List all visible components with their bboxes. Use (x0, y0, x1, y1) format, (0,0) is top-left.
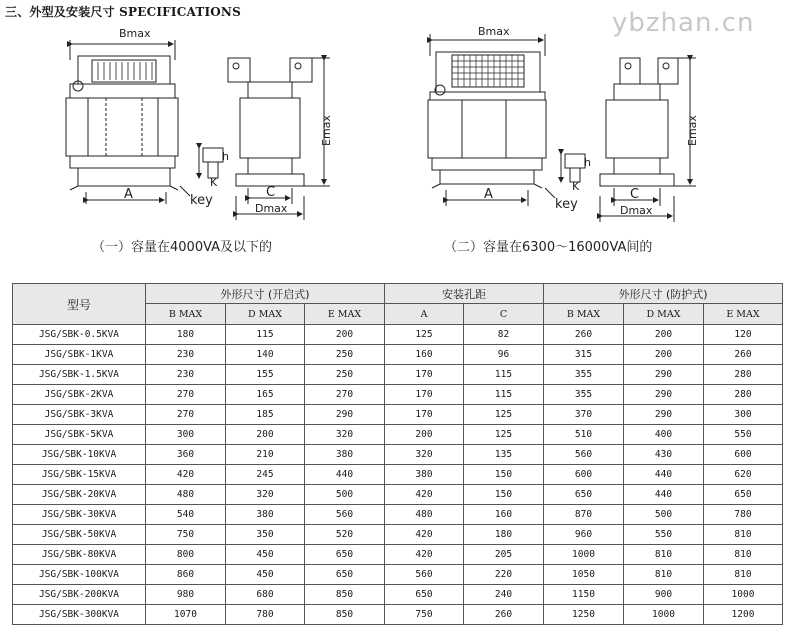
value-cell: 355 (544, 385, 624, 405)
model-cell: JSG/SBK-2KVA (13, 385, 146, 405)
value-cell: 300 (704, 405, 783, 425)
value-cell: 450 (226, 545, 305, 565)
header-group-open: 外形尺寸 (开启式) (146, 284, 385, 304)
label-a-left: A (124, 187, 133, 202)
model-cell: JSG/SBK-50KVA (13, 525, 146, 545)
value-cell: 165 (226, 385, 305, 405)
value-cell: 360 (146, 445, 226, 465)
value-cell: 220 (464, 565, 544, 585)
front-view-right (428, 34, 546, 206)
label-key-right: key (555, 197, 578, 212)
value-cell: 810 (704, 565, 783, 585)
value-cell: 210 (226, 445, 305, 465)
table-row (13, 485, 783, 505)
model-cell: JSG/SBK-20KVA (13, 485, 146, 505)
model-cell: JSG/SBK-1.5KVA (13, 365, 146, 385)
value-cell: 320 (305, 425, 385, 445)
value-cell: 270 (146, 385, 226, 405)
value-cell: 115 (226, 325, 305, 345)
subheader-cell: E MAX (305, 304, 385, 325)
subheader-cell: E MAX (704, 304, 783, 325)
value-cell: 810 (704, 525, 783, 545)
caption-right: （二）容量在6300～16000VA间的 (444, 240, 653, 255)
value-cell: 850 (305, 605, 385, 625)
value-cell: 780 (704, 505, 783, 525)
value-cell: 550 (624, 525, 704, 545)
value-cell: 170 (385, 365, 464, 385)
value-cell: 1250 (544, 605, 624, 625)
value-cell: 200 (226, 425, 305, 445)
value-cell: 560 (385, 565, 464, 585)
value-cell: 800 (146, 545, 226, 565)
label-c-left: C (266, 185, 276, 200)
table-row (13, 325, 783, 345)
value-cell: 780 (226, 605, 305, 625)
value-cell: 96 (464, 345, 544, 365)
value-cell: 560 (544, 445, 624, 465)
value-cell: 420 (385, 525, 464, 545)
label-h-left: h (222, 150, 229, 163)
value-cell: 380 (226, 505, 305, 525)
subheader-cell: B MAX (146, 304, 226, 325)
header-group-mount: 安装孔距 (385, 284, 544, 304)
model-cell: JSG/SBK-200KVA (13, 585, 146, 605)
value-cell: 290 (624, 365, 704, 385)
model-cell: JSG/SBK-1KVA (13, 345, 146, 365)
table-row (13, 525, 783, 545)
header-model: 型号 (13, 284, 146, 325)
label-dmax-left: Dmax (255, 202, 288, 215)
table-row (13, 565, 783, 585)
value-cell: 370 (544, 405, 624, 425)
value-cell: 810 (704, 545, 783, 565)
model-cell: JSG/SBK-100KVA (13, 565, 146, 585)
subheader-cell: D MAX (226, 304, 305, 325)
value-cell: 1000 (704, 585, 783, 605)
side-view-right (600, 58, 696, 222)
value-cell: 440 (305, 465, 385, 485)
value-cell: 350 (226, 525, 305, 545)
value-cell: 160 (385, 345, 464, 365)
table-row (13, 345, 783, 365)
value-cell: 1150 (544, 585, 624, 605)
front-view-left (66, 40, 178, 204)
value-cell: 980 (146, 585, 226, 605)
value-cell: 650 (385, 585, 464, 605)
label-dmax-right: Dmax (620, 204, 653, 217)
value-cell: 115 (464, 365, 544, 385)
value-cell: 230 (146, 365, 226, 385)
value-cell: 650 (305, 545, 385, 565)
value-cell: 320 (226, 485, 305, 505)
value-cell: 290 (305, 405, 385, 425)
label-h-right: h (584, 156, 591, 169)
watermark-text: ybzhan.cn (612, 8, 755, 38)
dimension-diagrams (0, 20, 790, 225)
value-cell: 450 (226, 565, 305, 585)
label-c-right: C (630, 187, 640, 202)
label-k-right: K (572, 180, 580, 193)
value-cell: 250 (305, 365, 385, 385)
value-cell: 480 (146, 485, 226, 505)
value-cell: 150 (464, 465, 544, 485)
value-cell: 155 (226, 365, 305, 385)
value-cell: 260 (704, 345, 783, 365)
value-cell: 560 (305, 505, 385, 525)
value-cell: 400 (624, 425, 704, 445)
value-cell: 120 (704, 325, 783, 345)
value-cell: 500 (624, 505, 704, 525)
value-cell: 960 (544, 525, 624, 545)
value-cell: 82 (464, 325, 544, 345)
value-cell: 440 (624, 485, 704, 505)
model-cell: JSG/SBK-3KVA (13, 405, 146, 425)
value-cell: 290 (624, 385, 704, 405)
label-emax-left: Emax (320, 115, 333, 146)
value-cell: 355 (544, 365, 624, 385)
value-cell: 520 (305, 525, 385, 545)
table-row (13, 505, 783, 525)
table-row (13, 585, 783, 605)
value-cell: 500 (305, 485, 385, 505)
value-cell: 290 (624, 405, 704, 425)
value-cell: 440 (624, 465, 704, 485)
value-cell: 180 (146, 325, 226, 345)
value-cell: 380 (385, 465, 464, 485)
value-cell: 125 (464, 425, 544, 445)
value-cell: 260 (544, 325, 624, 345)
value-cell: 170 (385, 405, 464, 425)
model-cell: JSG/SBK-300KVA (13, 605, 146, 625)
label-k-left: K (210, 176, 218, 189)
value-cell: 860 (146, 565, 226, 585)
value-cell: 430 (624, 445, 704, 465)
value-cell: 180 (464, 525, 544, 545)
value-cell: 810 (624, 565, 704, 585)
value-cell: 200 (624, 345, 704, 365)
label-emax-right: Emax (686, 115, 699, 146)
value-cell: 125 (385, 325, 464, 345)
specifications-table (12, 283, 783, 625)
value-cell: 230 (146, 345, 226, 365)
value-cell: 620 (704, 465, 783, 485)
value-cell: 870 (544, 505, 624, 525)
model-cell: JSG/SBK-30KVA (13, 505, 146, 525)
value-cell: 125 (464, 405, 544, 425)
value-cell: 1070 (146, 605, 226, 625)
value-cell: 380 (305, 445, 385, 465)
table-row (13, 405, 783, 425)
value-cell: 680 (226, 585, 305, 605)
value-cell: 135 (464, 445, 544, 465)
model-cell: JSG/SBK-15KVA (13, 465, 146, 485)
table-row (13, 365, 783, 385)
value-cell: 280 (704, 365, 783, 385)
value-cell: 200 (385, 425, 464, 445)
table-group-header-row (13, 284, 783, 304)
value-cell: 150 (464, 485, 544, 505)
table-row (13, 465, 783, 485)
label-key-left: key (190, 193, 213, 208)
value-cell: 750 (385, 605, 464, 625)
value-cell: 260 (464, 605, 544, 625)
value-cell: 245 (226, 465, 305, 485)
table-row (13, 425, 783, 445)
value-cell: 1000 (544, 545, 624, 565)
table-row (13, 605, 783, 625)
label-bmax-left: Bmax (119, 27, 151, 40)
value-cell: 185 (226, 405, 305, 425)
value-cell: 280 (704, 385, 783, 405)
table-row (13, 385, 783, 405)
value-cell: 115 (464, 385, 544, 405)
model-cell: JSG/SBK-0.5KVA (13, 325, 146, 345)
value-cell: 300 (146, 425, 226, 445)
value-cell: 850 (305, 585, 385, 605)
value-cell: 650 (704, 485, 783, 505)
subheader-cell: B MAX (544, 304, 624, 325)
value-cell: 480 (385, 505, 464, 525)
value-cell: 510 (544, 425, 624, 445)
header-group-protect: 外形尺寸 (防护式) (544, 284, 783, 304)
value-cell: 900 (624, 585, 704, 605)
value-cell: 140 (226, 345, 305, 365)
value-cell: 1050 (544, 565, 624, 585)
label-bmax-right: Bmax (478, 25, 510, 38)
subheader-cell: D MAX (624, 304, 704, 325)
value-cell: 270 (146, 405, 226, 425)
value-cell: 315 (544, 345, 624, 365)
model-cell: JSG/SBK-10KVA (13, 445, 146, 465)
value-cell: 200 (624, 325, 704, 345)
value-cell: 420 (385, 545, 464, 565)
value-cell: 750 (146, 525, 226, 545)
value-cell: 600 (704, 445, 783, 465)
table-row (13, 445, 783, 465)
value-cell: 1000 (624, 605, 704, 625)
value-cell: 170 (385, 385, 464, 405)
label-a-right: A (484, 187, 493, 202)
value-cell: 240 (464, 585, 544, 605)
value-cell: 650 (305, 565, 385, 585)
subheader-cell: C (464, 304, 544, 325)
model-cell: JSG/SBK-80KVA (13, 545, 146, 565)
model-cell: JSG/SBK-5KVA (13, 425, 146, 445)
value-cell: 1200 (704, 605, 783, 625)
value-cell: 205 (464, 545, 544, 565)
value-cell: 420 (146, 465, 226, 485)
value-cell: 160 (464, 505, 544, 525)
value-cell: 200 (305, 325, 385, 345)
value-cell: 540 (146, 505, 226, 525)
table-row (13, 545, 783, 565)
caption-left: （一）容量在4000VA及以下的 (92, 240, 273, 255)
value-cell: 420 (385, 485, 464, 505)
value-cell: 810 (624, 545, 704, 565)
side-view-left (228, 58, 330, 220)
value-cell: 600 (544, 465, 624, 485)
value-cell: 250 (305, 345, 385, 365)
value-cell: 270 (305, 385, 385, 405)
section-heading: 三、外型及安装尺寸 SPECIFICATIONS (5, 5, 241, 19)
value-cell: 320 (385, 445, 464, 465)
value-cell: 550 (704, 425, 783, 445)
subheader-cell: A (385, 304, 464, 325)
value-cell: 650 (544, 485, 624, 505)
